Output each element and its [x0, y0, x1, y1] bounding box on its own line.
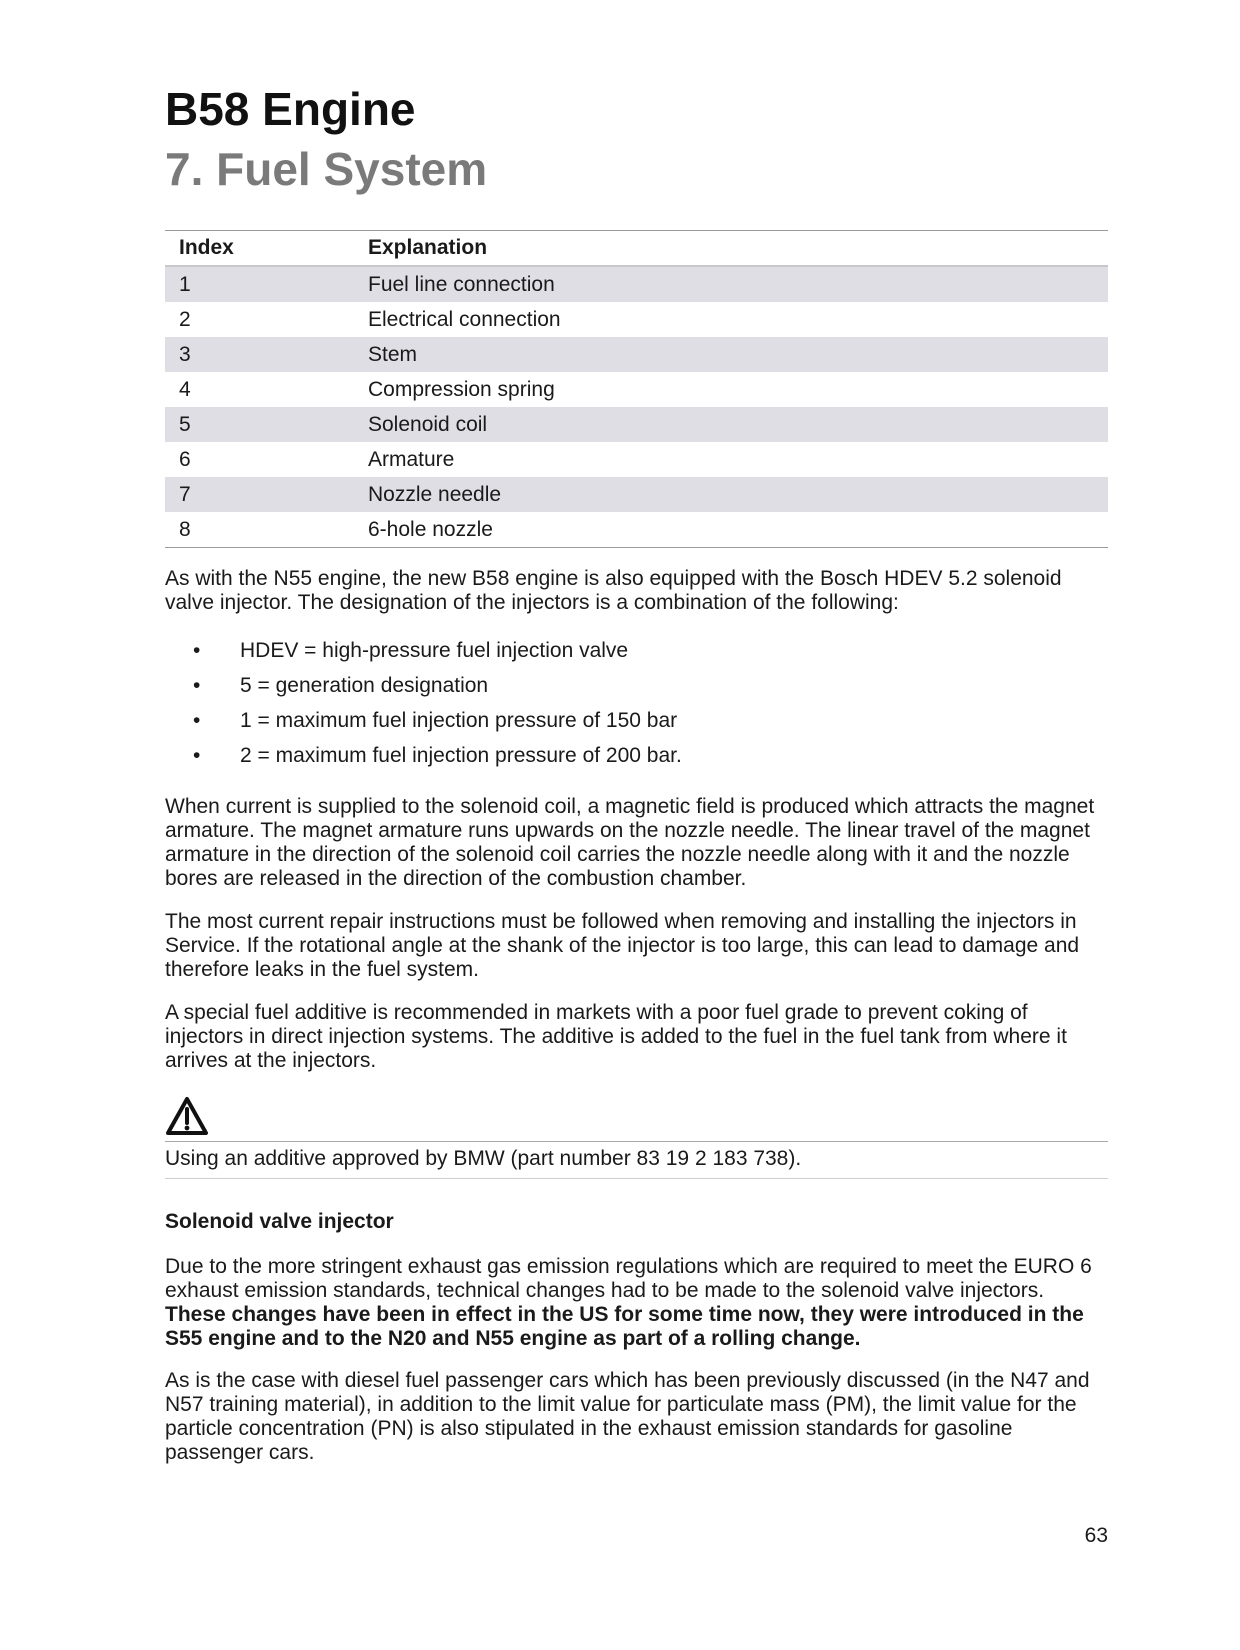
list-item [165, 674, 682, 709]
explanation-cell: 6-hole nozzle [368, 517, 493, 541]
index-cell: 8 [179, 517, 191, 541]
warning-note: Using an additive approved by BMW (part number 83 19 2 183 738). [165, 1141, 1108, 1179]
index-table [165, 230, 1108, 548]
table-header-row [165, 231, 1108, 267]
chapter-title: 7. Fuel System [165, 143, 488, 195]
table-row [165, 442, 1108, 477]
list-item-text: 2 = maximum fuel injection pressure of 200 bar. [240, 744, 682, 767]
index-cell: 5 [165, 407, 354, 442]
list-item-text: 5 = generation designation [240, 674, 489, 697]
section-heading: Solenoid valve injector [165, 1210, 394, 1233]
table-row [165, 302, 1108, 337]
section-paragraph: As is the case with diesel fuel passenger cars which has been previously discussed (in the N47 and N57 training material), in addition to the limit value for particulate mass (PM), the limit value for the particle concentration (PN) is also stipulated in the exhaust emission standards for gasoline passenger cars. [165, 1369, 1090, 1464]
explanation-cell: Compression spring [368, 377, 555, 401]
table-row [165, 337, 1108, 372]
explanation-cell: Armature [368, 447, 455, 471]
bullet-icon: • [193, 639, 201, 662]
explanation-cell: Stem [354, 337, 1108, 372]
index-cell: 7 [165, 477, 354, 512]
section-paragraph-bold: These changes have been in effect in the US for some time now, they were introduced in the S55 engine and to the N20 and N55 engine as part of a rolling change. [165, 1303, 1084, 1350]
warning-triangle-icon [165, 1096, 209, 1136]
section-paragraph-text: Due to the more stringent exhaust gas emission regulations which are required to meet the EURO 6 exhaust emission standards, technical changes had to be made to the solenoid valve injectors. [165, 1255, 1092, 1302]
list-item [165, 744, 682, 779]
list-item [165, 709, 682, 744]
list-item-text: HDEV = high-pressure fuel injection valve [240, 639, 629, 662]
index-cell: 3 [165, 337, 354, 372]
body-paragraph: A special fuel additive is recommended in markets with a poor fuel grade to prevent coking of injectors in direct injection systems. The additive is added to the fuel in the fuel tank from where it arrives at the injectors. [165, 1001, 1067, 1072]
explanation-cell: Nozzle needle [354, 477, 1108, 512]
list-item [165, 639, 682, 674]
table-row [165, 372, 1108, 407]
table-row [165, 512, 1108, 548]
table-row [165, 477, 1108, 512]
explanation-cell: Solenoid coil [354, 407, 1108, 442]
body-paragraph: When current is supplied to the solenoid coil, a magnetic field is produced which attracts the magnet armature. The magnet armature runs upwards on the nozzle needle. The linear travel of the magnet armature in the direction of the solenoid coil carries the nozzle needle along with it and the nozzle bores are released in the direction of the combustion chamber. [165, 795, 1095, 890]
list-item-text: 1 = maximum fuel injection pressure of 150 bar [240, 709, 678, 732]
index-cell: 6 [179, 447, 191, 471]
explanation-cell: Fuel line connection [354, 266, 1108, 302]
column-header-explanation: Explanation [354, 231, 1108, 267]
bullet-icon: • [193, 744, 201, 767]
index-cell: 1 [165, 266, 354, 302]
table-row [165, 407, 1108, 442]
column-header-index: Index [165, 231, 354, 267]
document-title: B58 Engine [165, 83, 416, 135]
section-paragraph [165, 1255, 1108, 1351]
explanation-cell: Electrical connection [368, 307, 561, 331]
body-paragraph: The most current repair instructions must be followed when removing and installing the injectors in Service. If the rotational angle at the shank of the injector is too large, this can lead to damage and therefore leaks in the fuel system. [165, 910, 1080, 981]
bullet-icon: • [193, 709, 201, 732]
page-number: 63 [1084, 1524, 1108, 1547]
index-cell: 2 [179, 307, 191, 331]
table-row [165, 266, 1108, 302]
index-cell: 4 [179, 377, 191, 401]
intro-paragraph: As with the N55 engine, the new B58 engine is also equipped with the Bosch HDEV 5.2 solenoid valve injector. The designation of the injectors is a combination of the following: [165, 567, 1062, 614]
bullet-icon: • [193, 674, 201, 697]
designation-list [165, 639, 682, 779]
